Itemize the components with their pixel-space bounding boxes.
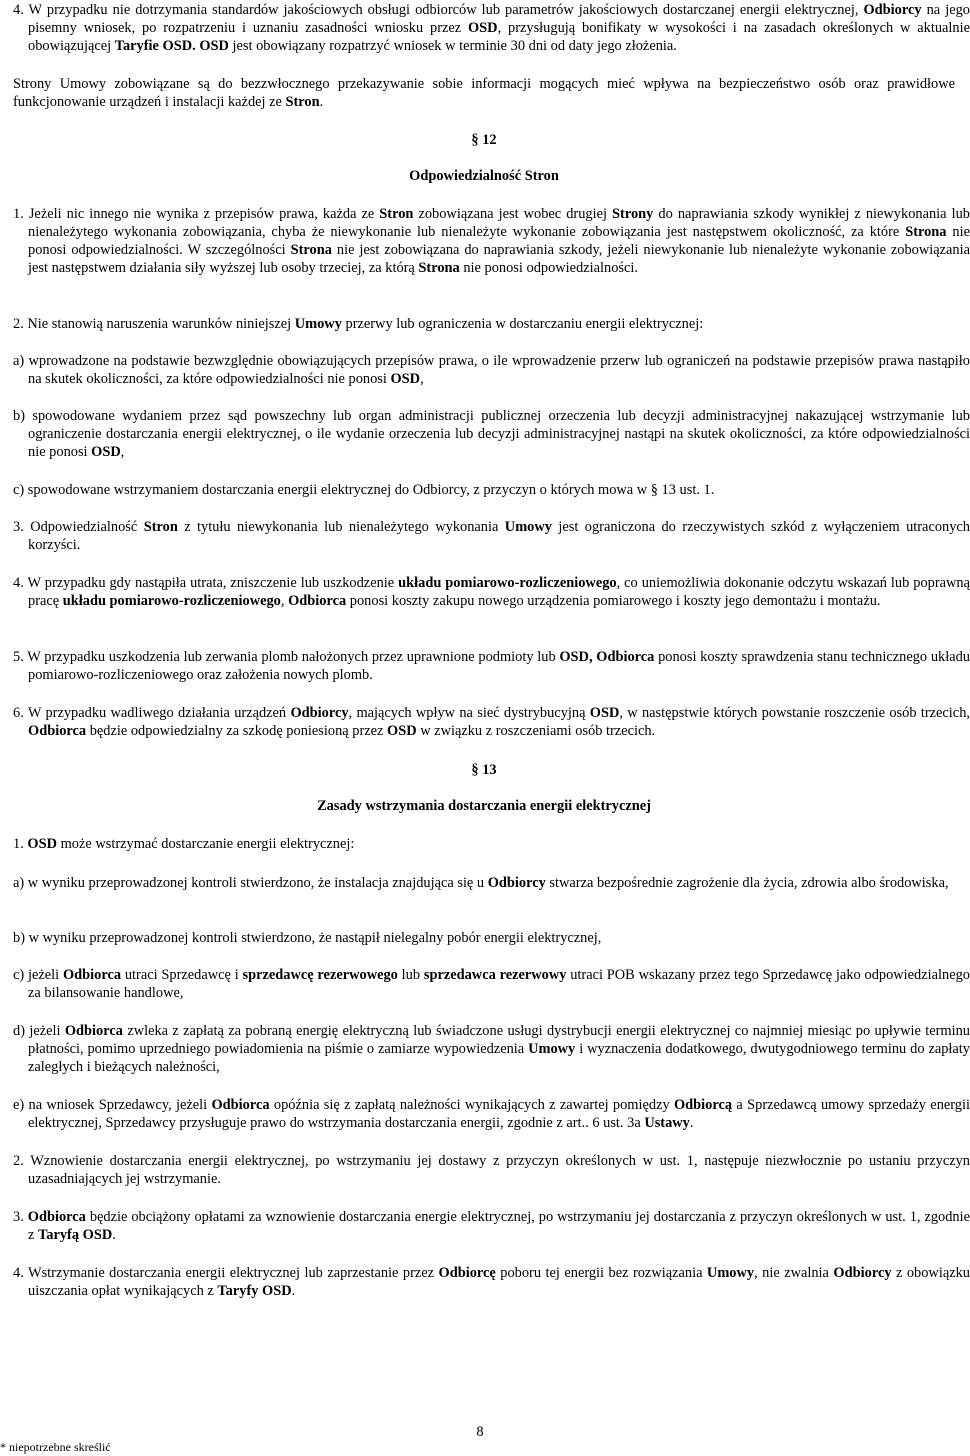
s13-paragraph-1d: d) jeżeli Odbiorca zwleka z zapłatą za pobraną energię elektryczną lub świadczone usługi dystrybucji energii elektrycznej co najmniej miesiąc po upływie terminu płatności, pomimo uprzedniego powiadomienia na piśmie o zamiarze wypowiedzenia Umowy i wyznaczenia dodatkowego, dwutygodniowego terminu do zapłaty zaległych i bieżących należności, [13,1023,970,1075]
s13-paragraph-1a: a) w wyniku przeprowadzonej kontroli stwierdzono, że instalacja znajdująca się u Odbiorcy stwarza bezpośrednie zagrożenie dla życia, zdrowia albo środowiska, [13,875,949,891]
footnote: * niepotrzebne skreślić [0,1440,111,1454]
s12-paragraph-1: 1. Jeżeli nic innego nie wynika z przepisów prawa, każda ze Stron zobowiązana jest wobec drugiej Strony do naprawiania szkody wynikłej z niewykonania lub nienależytego wykonania zobowiązania, chyba że niewykonanie lub nienależyte wykonanie zobowiązania jest następstwem okoliczność, za które Strona nie ponosi odpowiedzialności. W szczególności Strona nie jest zobowiązana do naprawiania szkody, jeżeli niewykonanie lub nienależyte wykonanie zobowiązania jest następstwem działania siły wyższej lub osoby trzeciej, za którą Strona nie ponosi odpowiedzialności. [13,206,970,276]
paragraph-strony-informacje: Strony Umowy zobowiązane są do bezzwłocznego przekazywanie sobie informacji mogących mieć wpływa na bezpieczeństwo osób oraz prawidłowe funkcjonowanie urządzeń i instalacji każdej ze Stron. [13,76,955,110]
s12-paragraph-4: 4. W przypadku gdy nastąpiła utrata, zniszczenie lub uszkodzenie układu pomiarowo-rozliczeniowego, co uniemożliwia dokonanie odczytu wskazań lub poprawną pracę układu pomiarowo-rozliczeniowego, Odbiorca ponosi koszty zakupu nowego urządzenia pomiarowego i koszty jego demontażu i montażu. [13,575,970,609]
section-12-title: Odpowiedzialność Stron [409,168,559,184]
s13-paragraph-1b: b) w wyniku przeprowadzonej kontroli stwierdzono, że nastąpił nielegalny pobór energii elektrycznej, [13,930,602,946]
s12-paragraph-2: 2. Nie stanowią naruszenia warunków niniejszej Umowy przerwy lub ograniczenia w dostarczaniu energii elektrycznej: [13,316,704,332]
s13-paragraph-4: 4. Wstrzymanie dostarczania energii elektrycznej lub zaprzestanie przez Odbiorcę poboru tej energii bez rozwiązania Umowy, nie zwalnia Odbiorcy z obowiązku uiszczania opłat wynikających z Taryfy OSD. [13,1265,970,1299]
s12-paragraph-5: 5. W przypadku uszkodzenia lub zerwania plomb nałożonych przez uprawnione podmioty lub OSD, Odbiorca ponosi koszty sprawdzenia stanu technicznego układu pomiarowo-rozliczeniowego oraz założenia nowych plomb. [13,649,970,683]
section-13-title: Zasady wstrzymania dostarczania energii elektrycznej [317,798,651,814]
s12-paragraph-2a: a) wprowadzone na podstawie bezwzględnie obowiązujących przepisów prawa, o ile wprowadzenie przerw lub ograniczeń na podstawie przepisów prawa nastąpiło na skutek okoliczności, za które odpowiedzialności nie ponosi OSD, [13,353,970,387]
s13-paragraph-1c: c) jeżeli Odbiorca utraci Sprzedawcę i sprzedawcę rezerwowego lub sprzedawca rezerwowy utraci POB wskazany przez tego Sprzedawcę jako odpowiedzialnego za bilansowanie handlowe, [13,967,970,1001]
s12-paragraph-2c: c) spowodowane wstrzymaniem dostarczania energii elektrycznej do Odbiorcy, z przyczyn o których mowa w § 13 ust. 1. [13,482,715,498]
s12-paragraph-6: 6. W przypadku wadliwego działania urządzeń Odbiorcy, mających wpływ na sieć dystrybucyjną OSD, w następstwie których powstanie roszczenie osób trzecich, Odbiorca będzie odpowiedzialny za szkodę poniesioną przez OSD w związku z roszczeniami osób trzecich. [13,705,970,739]
paragraph-4-bonifikaty: 4. W przypadku nie dotrzymania standardów jakościowych obsługi odbiorców lub parametrów jakościowych dostarczanej energii elektrycznej, Odbiorcy na jego pisemny wniosek, po rozpatrzeniu i uznaniu zasadności wniosku przez OSD, przysługują bonifikaty w wysokości i na zasadach określonych w aktualnie obowiązującej Taryfie OSD. OSD jest obowiązany rozpatrzyć wniosek w terminie 30 dni od daty jego złożenia. [13,2,970,54]
s13-paragraph-2: 2. Wznowienie dostarczania energii elektrycznej, po wstrzymaniu jej dostawy z przyczyn określonych w ust. 1, następuje niezwłocznie po ustaniu przyczyn uzasadniających jej wstrzymanie. [13,1153,970,1187]
section-12-number: § 12 [471,132,497,148]
s13-paragraph-1: 1. OSD może wstrzymać dostarczanie energii elektrycznej: [13,836,355,852]
s12-paragraph-3: 3. Odpowiedzialność Stron z tytułu niewykonania lub nienależytego wykonania Umowy jest ograniczona do rzeczywistych szkód z wyłączeniem utraconych korzyści. [13,519,970,553]
s12-paragraph-2b: b) spowodowane wydaniem przez sąd powszechny lub organ administracji publicznej orzeczenia lub decyzji administracyjnej nakazującej wstrzymanie lub ograniczenie dostarczania energii elektrycznej, o ile wydanie orzeczenia lub decyzji administracyjnej nastąpi na skutek okoliczności, za które odpowiedzialności nie ponosi OSD, [13,408,970,460]
page-number: 8 [476,1424,484,1440]
s13-paragraph-1e: e) na wniosek Sprzedawcy, jeżeli Odbiorca opóźnia się z zapłatą należności wynikających z zawartej pomiędzy Odbiorcą a Sprzedawcą umowy sprzedaży energii elektrycznej, Sprzedawcy przysługuje prawo do wstrzymania dostarczania energii, zgodnie z art.. 6 ust. 3a Ustawy. [13,1097,970,1131]
s13-paragraph-3: 3. Odbiorca będzie obciążony opłatami za wznowienie dostarczania energie elektrycznej, po wstrzymaniu jej dostarczania z przyczyn określonych w ust. 1, zgodnie z Taryfą OSD. [13,1209,970,1243]
section-13-number: § 13 [471,762,497,778]
